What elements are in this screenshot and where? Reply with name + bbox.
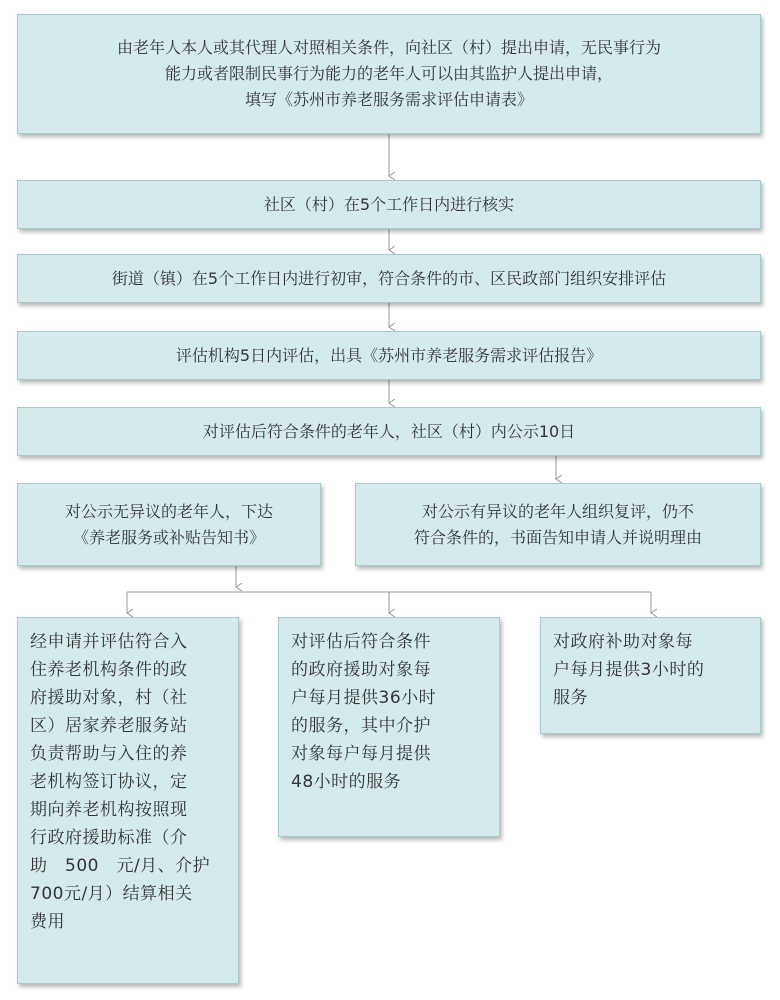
step-initial-review-text: 街道（镇）在5个工作日内进行初审，符合条件的市、区民政部门组织安排评估 bbox=[111, 268, 667, 288]
outcome-subsidy-line: 服务 bbox=[553, 688, 588, 708]
outcome-home-aid-line: 48小时的服务 bbox=[291, 772, 402, 792]
step-application-line-3: 填写《苏州市养老服务需求评估申请表》 bbox=[244, 90, 533, 109]
outcome-institution-line: 行政府援助标准（介 bbox=[30, 828, 188, 848]
step-publicity-text: 对评估后符合条件的老年人，社区（村）内公示10日 bbox=[202, 421, 576, 441]
branch-objection-box bbox=[355, 483, 761, 566]
outcome-institution-line: 府援助对象，村（社 bbox=[30, 688, 188, 708]
outcome-institution-line: 经申请并评估符合入 bbox=[30, 632, 188, 652]
outcome-institution-line: 住养老机构条件的政 bbox=[30, 660, 188, 680]
branch-objection-line-1: 对公示有异议的老年人组织复评，仍不 bbox=[421, 501, 694, 521]
step-verification-box bbox=[17, 180, 761, 229]
branch-objection-text bbox=[414, 499, 702, 551]
outcome-institution-line: 费用 bbox=[30, 912, 65, 932]
outcome-home-aid-box bbox=[278, 617, 500, 837]
outcome-home-aid-line: 的政府援助对象每 bbox=[291, 660, 431, 680]
step-application-text bbox=[117, 35, 661, 113]
branch-no-objection-box bbox=[17, 483, 321, 566]
outcome-home-aid-line: 户每月提供36小时 bbox=[291, 688, 437, 708]
outcome-institution-line: 区）居家养老服务站 bbox=[30, 716, 188, 736]
outcome-institution-line: 助 500 元/月、介护 bbox=[30, 856, 211, 876]
step-application-line-2: 能力或者限制民事行为能力的老年人可以由其监护人提出申请， bbox=[164, 64, 613, 83]
branch-objection-line-2: 符合条件的，书面告知申请人并说明理由 bbox=[413, 527, 702, 547]
step-verification-text: 社区（村）在5个工作日内进行核实 bbox=[263, 194, 515, 214]
outcome-institution-line: 700元/月）结算相关 bbox=[30, 884, 193, 904]
branch-no-objection-text bbox=[65, 499, 273, 551]
outcome-home-aid-line: 的服务，其中介护 bbox=[291, 716, 431, 736]
outcome-institution-line: 负责帮助与入住的养 bbox=[30, 744, 188, 764]
outcome-home-aid-line: 对象每户每月提供 bbox=[291, 744, 431, 764]
outcome-institution-line: 期向养老机构按照现 bbox=[30, 800, 188, 820]
outcome-subsidy-line: 对政府补助对象每 bbox=[553, 632, 693, 652]
step-application-box bbox=[17, 14, 761, 134]
step-publicity-box bbox=[17, 407, 761, 456]
outcome-institution-box bbox=[17, 617, 239, 984]
outcome-home-aid-line: 对评估后符合条件 bbox=[291, 632, 431, 652]
branch-no-objection-line-1: 对公示无异议的老年人，下达 bbox=[64, 501, 273, 521]
step-application-line-1: 由老年人本人或其代理人对照相关条件，向社区（村）提出申请，无民事行为 bbox=[116, 38, 661, 57]
step-assessment-box bbox=[17, 331, 761, 380]
outcome-subsidy-box bbox=[540, 617, 761, 734]
branch-no-objection-line-2: 《养老服务或补贴告知书》 bbox=[72, 527, 265, 547]
step-initial-review-box bbox=[17, 254, 761, 303]
outcome-subsidy-line: 户每月提供3小时的 bbox=[553, 660, 705, 680]
step-assessment-text: 评估机构5日内评估，出具《苏州市养老服务需求评估报告》 bbox=[175, 345, 603, 365]
outcome-institution-line: 老机构签订协议，定 bbox=[30, 772, 188, 792]
